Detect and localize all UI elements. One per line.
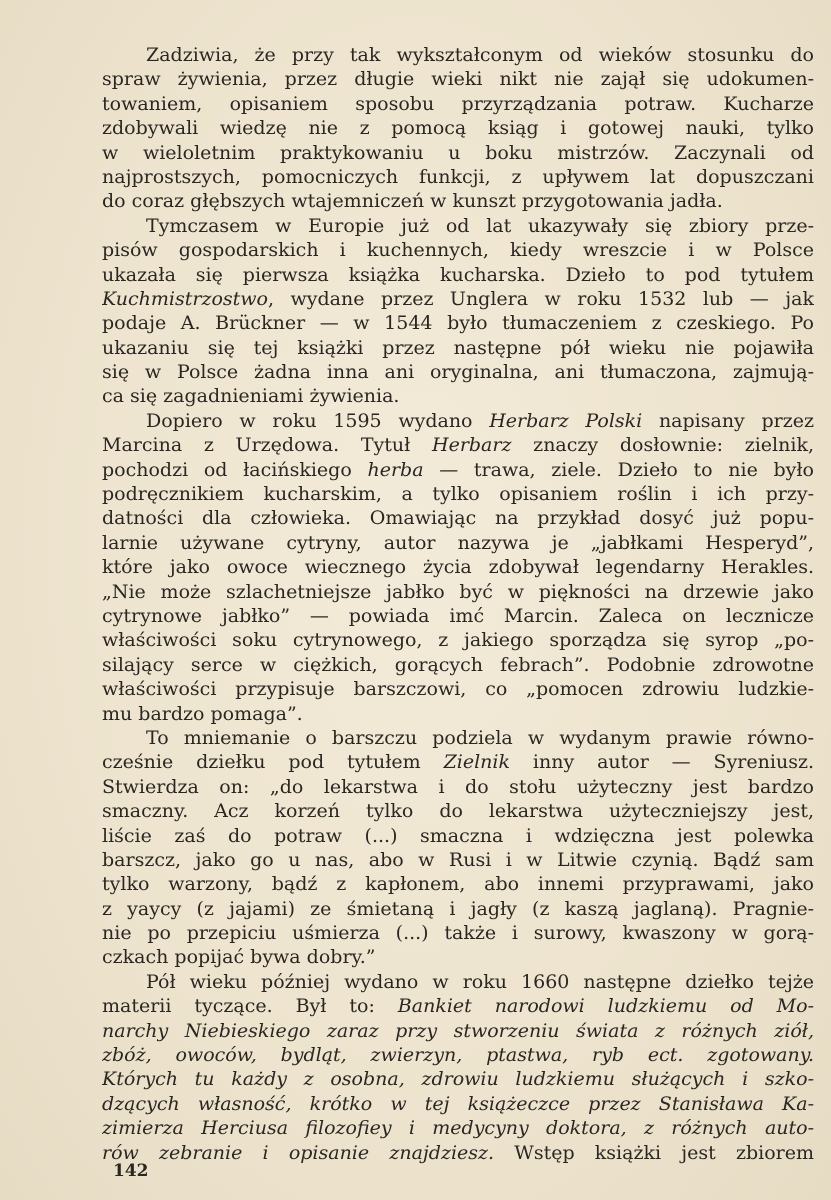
text-line: barszcz, jako go u nas, abo w Rusi i w Litwie czynią. Bądź sam (102, 848, 814, 871)
text-line: liście zaś do potraw (...) smaczna i wdzięczna jest polewka (102, 824, 814, 847)
text-line: Pół wieku później wydano w roku 1660 następne dziełko tejże (146, 970, 814, 993)
text-line: podręcznikiem kucharskim, a tylko opisaniem roślin i ich przy- (102, 483, 814, 506)
italic-title-text: herba (367, 458, 424, 481)
text-line: tylko warzony, bądź z kapłonem, abo innemi przyprawami, jako (102, 873, 814, 896)
text-line: silający serce w ciężkich, gorących febrach”. Podobnie zdrowotne (102, 653, 814, 676)
text-line: Których tu każdy z osobna, zdrowiu ludzkiemu służących i szko- (102, 1068, 814, 1091)
text-line: zdobywali wiedzę nie z pomocą ksiąg i gotowej nauki, tylko (102, 117, 814, 140)
text-segment: , wydane przez Unglera w roku 1532 lub — jak (268, 287, 814, 310)
text-line: właściwości soku cytrynowego, z jakiego sporządza się syrop „po- (102, 629, 814, 652)
text-line: datności dla człowieka. Omawiając na przykład dosyć już popu- (102, 507, 814, 530)
text-segment: materii tyczące. Był to: (102, 995, 398, 1018)
body-text (102, 43, 814, 1165)
text-line: mu bardzo pomaga”. (102, 702, 303, 725)
text-line: ca się zagadnieniami żywienia. (102, 385, 400, 408)
text-segment: znaczy dosłownie: zielnik, (511, 434, 814, 457)
text-line: „Nie może szlachetniejsze jabłko być w piękności na drzewie jako (102, 580, 814, 603)
italic-title-text: rów zebranie i opisanie znajdziesz. (102, 1141, 495, 1164)
text-line: z yaycy (z jajami) ze śmietaną i jagły (z kaszą jaglaną). Pragnie- (102, 897, 814, 920)
text-line: Zadziwia, że przy tak wykształconym od wieków stosunku do (146, 44, 814, 66)
text-segment: pochodzi od łacińskiego (102, 458, 368, 481)
text-segment: inny autor — Syreniusz. (510, 751, 814, 774)
text-line: czkach popijać bywa dobry.” (102, 946, 376, 969)
text-line: To mniemanie o barszczu podziela w wydanym prawie równo- (146, 726, 814, 749)
page-number: 142 (113, 1161, 149, 1181)
text-line: narchy Niebieskiego zaraz przy stworzeniu świata z różnych ziół, (102, 1019, 814, 1042)
text-line (102, 287, 814, 311)
text-line: najprostszych, pomocniczych funkcji, z upływem lat dopuszczani (102, 165, 814, 188)
text-line (102, 409, 814, 433)
text-line: cytrynowe jabłko” — powiada imć Marcin. Zaleca on lecznicze (102, 604, 814, 627)
italic-title-text: Herbarz (432, 434, 512, 457)
text-line (102, 994, 814, 1018)
text-line: zimierza Herciusa filozofiey i medycyny doktora, z różnych auto- (102, 1117, 814, 1140)
text-line: ukazaniu się tej książki przez następne pół wieku nie pojawiła (102, 336, 814, 359)
text-line: Stwierdza on: „do lekarstwa i do stołu użyteczny jest bardzo (102, 775, 814, 798)
text-line: do coraz głębszych wtajemniczeń w kunszt przygotowania jadła. (102, 190, 723, 213)
italic-title-text: Herbarz Polski (489, 409, 643, 432)
italic-title-text: Kuchmistrzostwo (102, 287, 268, 310)
text-segment: napisany przez (642, 409, 814, 432)
text-line (102, 433, 814, 457)
text-line: towaniem, opisaniem sposobu przyrządzania potraw. Kucharze (102, 92, 814, 115)
text-line: w wieloletnim praktykowaniu u boku mistrzów. Zaczynali od (102, 141, 814, 164)
text-line: się w Polsce żadna inna ani oryginalna, ani tłumaczona, zajmują- (102, 361, 814, 384)
text-segment: Marcina z Urzędowa. Tytuł (102, 434, 432, 457)
text-line: zbóż, owoców, bydląt, zwierzyn, ptastwa, ryb ect. zgotowany. (102, 1044, 814, 1067)
text-segment: Wstęp książki jest zbiorem (494, 1141, 814, 1164)
text-line: pisów gospodarskich i kuchennych, kiedy wreszcie i w Polsce (102, 239, 814, 262)
text-line: właściwości przypisuje barszczowi, co „pomocen zdrowiu ludzkie- (102, 678, 814, 701)
text-line (102, 750, 814, 774)
text-segment: cześnie dziełku pod tytułem (102, 751, 444, 774)
text-line: Tymczasem w Europie już od lat ukazywały się zbiory prze- (146, 214, 814, 237)
text-line: podaje A. Brückner — w 1544 było tłumaczeniem z czeskiego. Po (102, 312, 814, 335)
text-line (102, 458, 814, 482)
italic-title-text: Zielnik (443, 751, 511, 774)
italic-title-text: Bankiet narodowi ludzkiemu od Mo- (397, 995, 814, 1018)
text-line: ukazała się pierwsza książka kucharska. Dzieło to pod tytułem (102, 263, 814, 286)
text-segment: Dopiero w roku 1595 wydano (146, 409, 490, 432)
text-line: spraw żywienia, przez długie wieki nikt nie zajął się udokumen- (102, 68, 814, 91)
text-segment: — trawa, ziele. Dzieło to nie było (423, 458, 814, 481)
text-line: nie po przepiciu uśmierza (...) także i surowy, kwaszony w gorą- (102, 922, 814, 945)
text-line: dzących własność, krótko w tej książeczce przez Stanisława Ka- (102, 1092, 814, 1115)
text-line: smaczny. Acz korzeń tylko do lekarstwa użyteczniejszy jest, (102, 800, 814, 823)
text-line: larnie używane cytryny, autor nazywa je „jabłkami Hesperyd”, (102, 531, 814, 554)
text-line (102, 1141, 814, 1165)
text-line: które jako owoce wiecznego życia zdobywał legendarny Herakles. (102, 556, 814, 579)
